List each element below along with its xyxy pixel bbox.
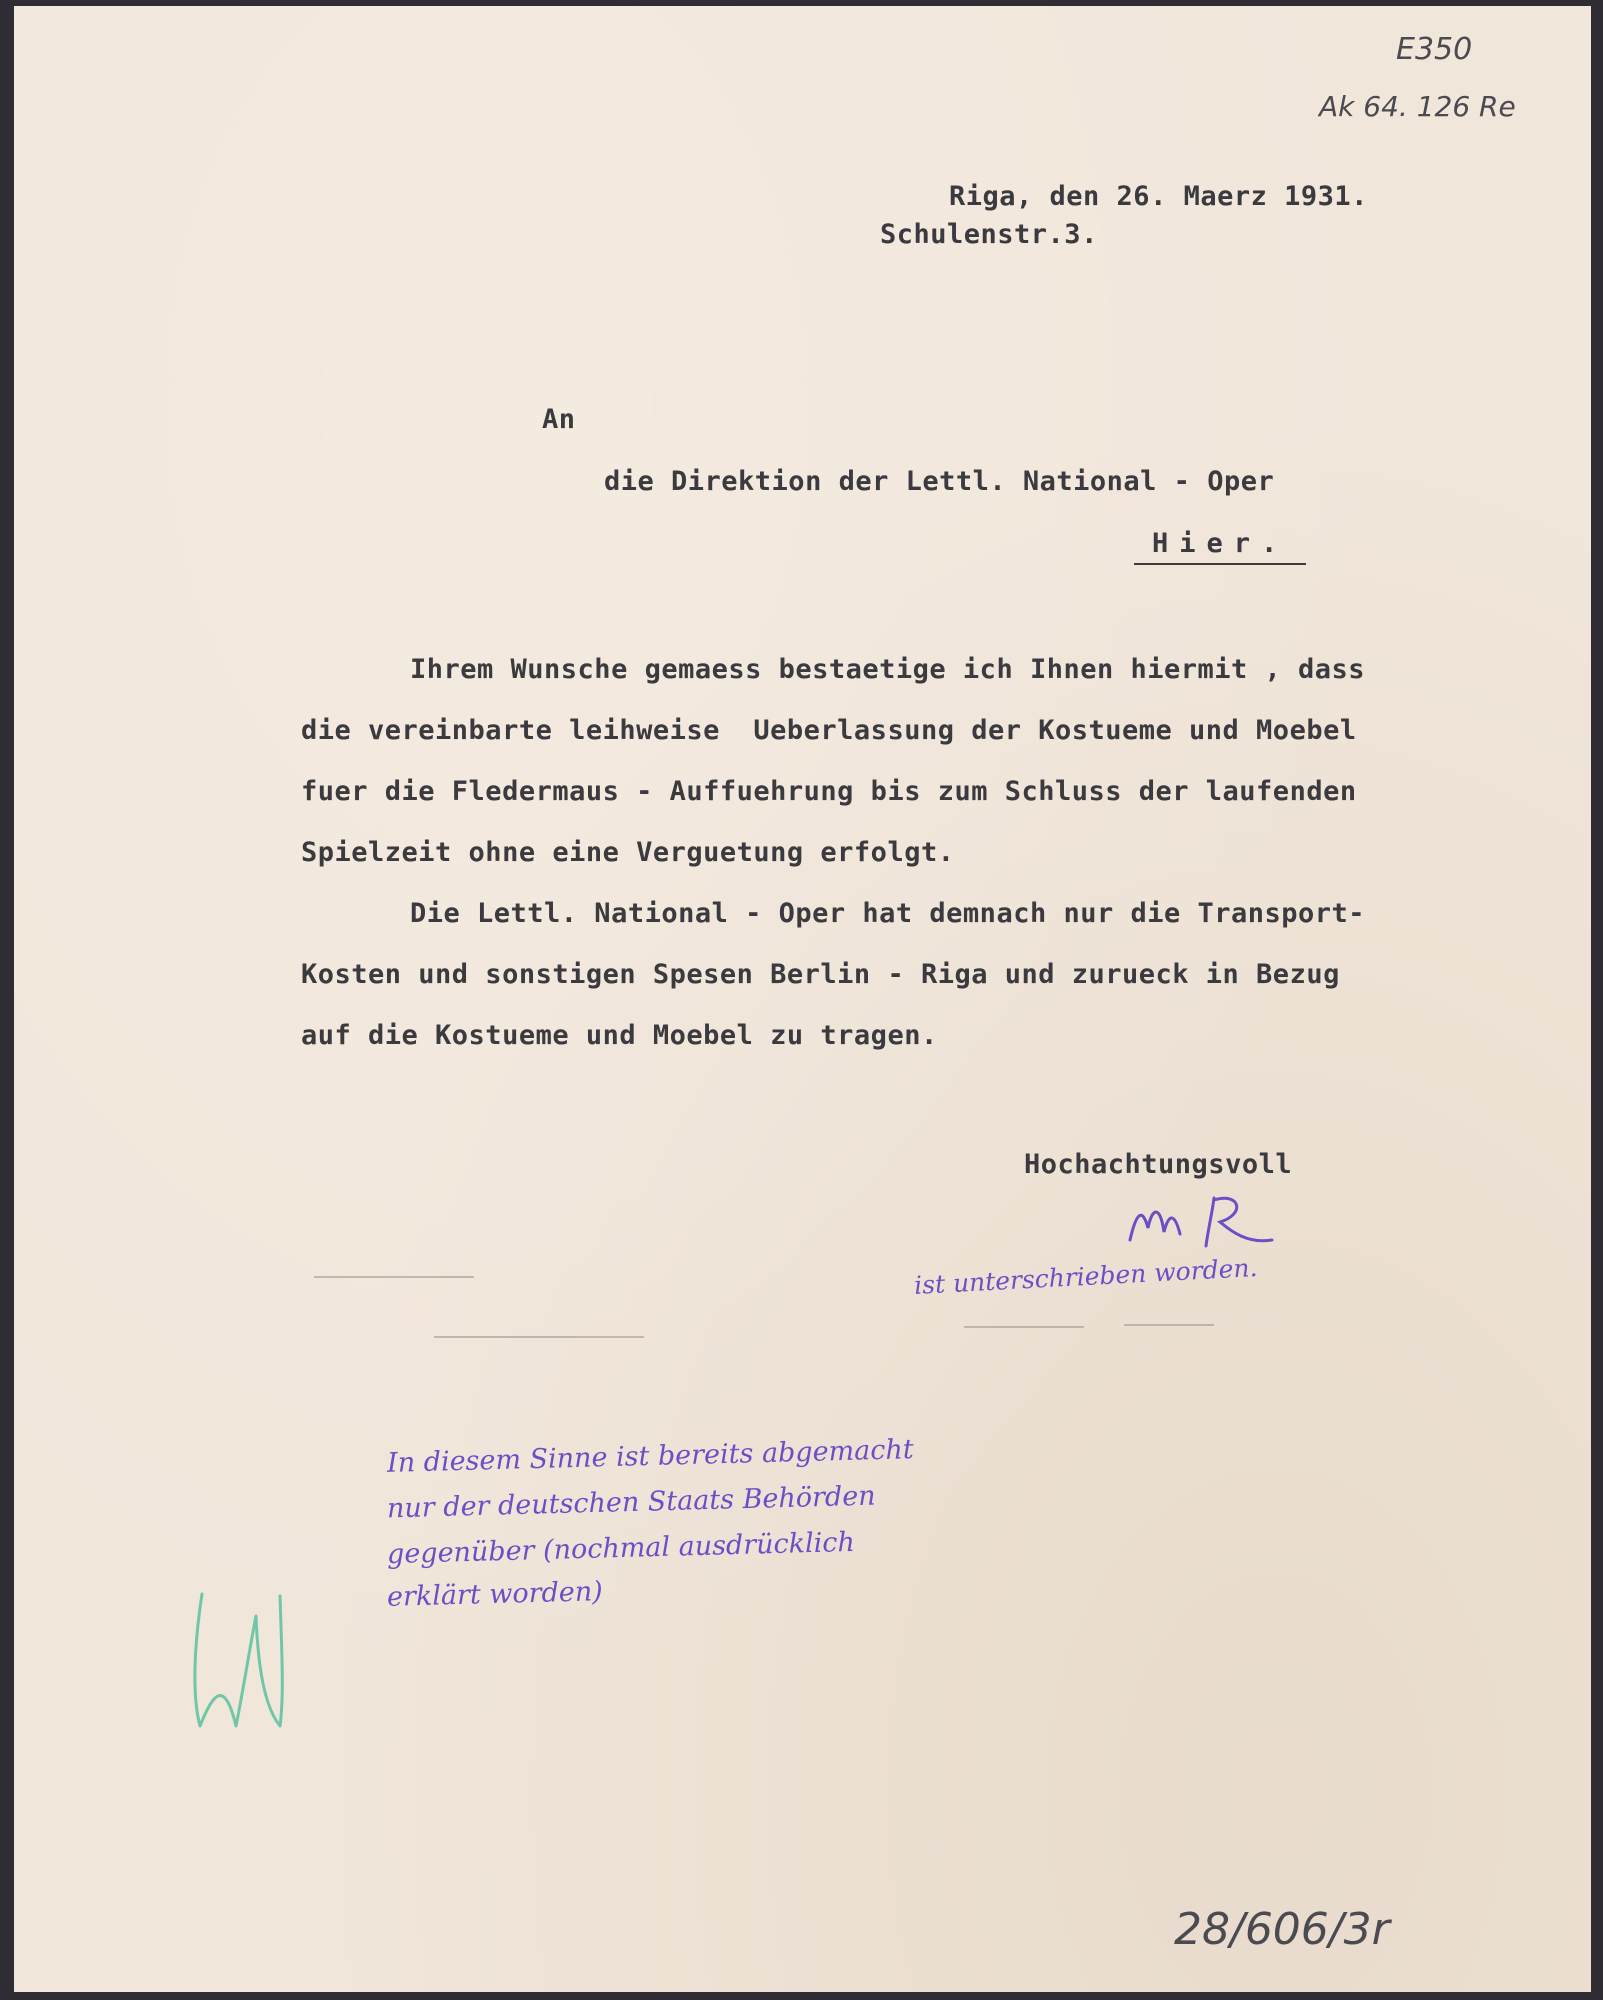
green-pencil-mark xyxy=(184,1576,324,1746)
bleed-mark xyxy=(964,1326,1084,1328)
body-line: Spielzeit ohne eine Verguetung erfolgt. xyxy=(301,837,955,868)
bleed-mark xyxy=(1124,1324,1214,1326)
closing-salutation: Hochachtungsvoll xyxy=(1024,1149,1293,1180)
body-line: fuer die Fledermaus - Auffuehrung bis zum Schluss der laufenden xyxy=(301,776,1357,807)
recipient: die Direktion der Lettl. National - Oper xyxy=(604,466,1275,497)
body-line: die vereinbarte leihweise Ueberlassung der Kostueme und Moebel xyxy=(301,715,1357,746)
annotation-line: nur der deutschen Staats Behörden xyxy=(386,1480,877,1525)
letter-sheet xyxy=(14,6,1591,1992)
address-to: An xyxy=(542,404,576,435)
body-line: Ihrem Wunsche gemaess bestaetige ich Ihnen hiermit , dass xyxy=(410,654,1366,685)
body-line: auf die Kostueme und Moebel zu tragen. xyxy=(301,1020,938,1051)
annotation-line: erklärt worden) xyxy=(386,1576,604,1613)
annotation-line: gegenüber (nochmal ausdrücklich xyxy=(386,1526,856,1571)
signature-note: ist unterschrieben worden. xyxy=(913,1253,1259,1300)
recipient-location: Hier. xyxy=(1134,528,1306,565)
body-line: Kosten und sonstigen Spesen Berlin - Riga und zurueck in Bezug xyxy=(301,959,1340,990)
street-address: Schulenstr.3. xyxy=(880,219,1098,250)
bleed-mark xyxy=(434,1336,644,1338)
archive-reference: Ak 64. 126 Re xyxy=(1319,90,1516,123)
archive-code: E350 xyxy=(1396,32,1473,67)
place-date: Riga, den 26. Maerz 1931. xyxy=(949,181,1368,212)
annotation-line: In diesem Sinne ist bereits abgemacht xyxy=(386,1434,915,1479)
body-line: Die Lettl. National - Oper hat demnach nur die Transport- xyxy=(410,898,1366,929)
bottom-reference: 28/606/3r xyxy=(1174,1904,1390,1955)
bleed-mark xyxy=(314,1276,474,1278)
